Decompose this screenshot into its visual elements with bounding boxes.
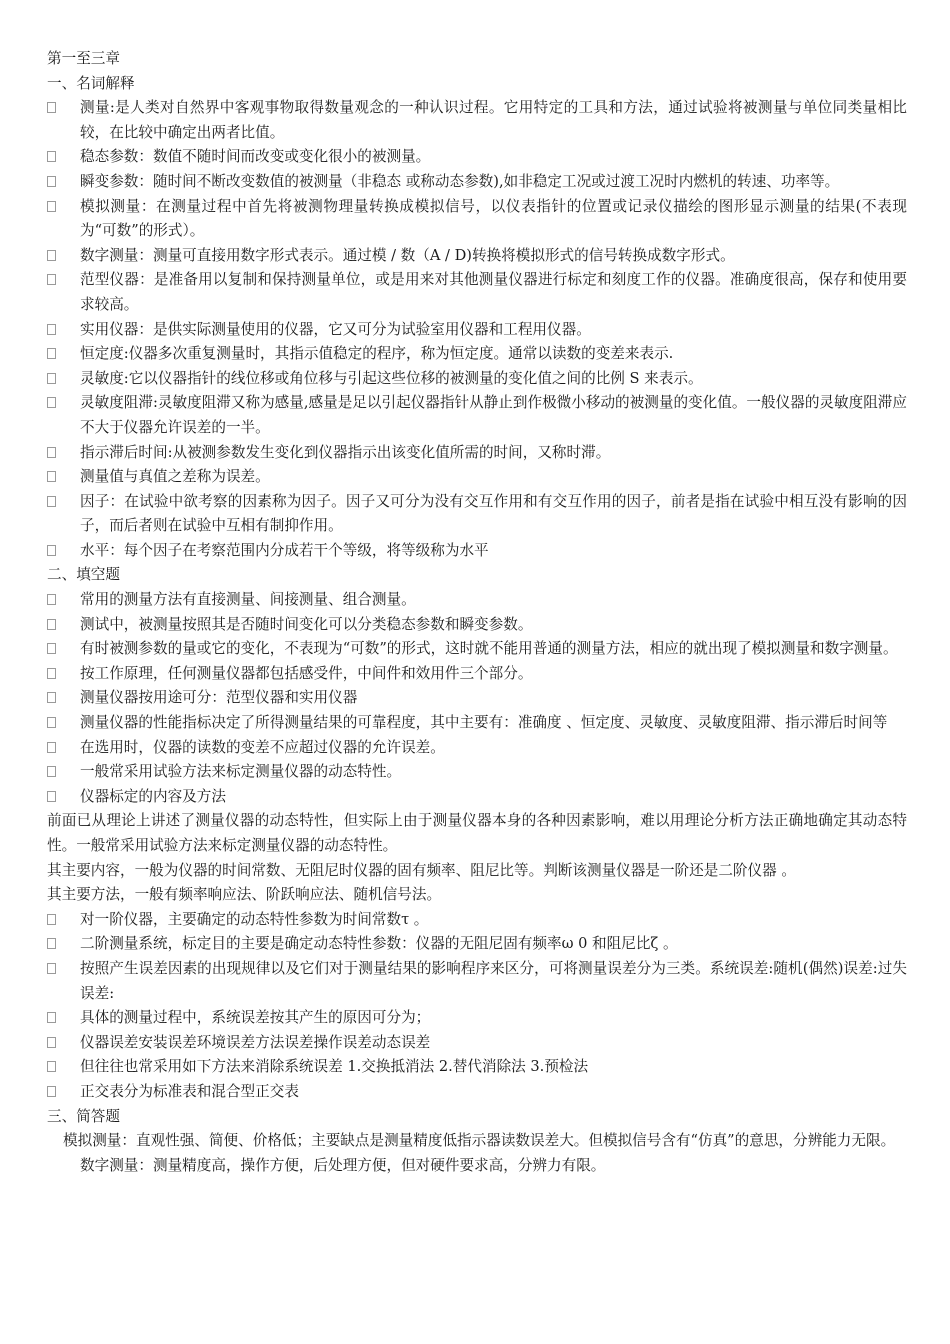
list-item: 仪器误差安装误差环境误差方法误差操作误差动态误差 <box>47 1031 907 1056</box>
terms-list <box>47 96 907 563</box>
checkbox-bullet-icon <box>47 668 56 679</box>
section-heading-fill-blank: 二、填空题 <box>47 566 120 584</box>
checkbox-bullet-icon <box>47 643 56 654</box>
list-item: 测试中，被测量按照其是否随时间变化可以分类稳态参数和瞬变参数。 <box>47 613 907 638</box>
checkbox-bullet-icon <box>47 963 56 974</box>
fill-blank-list-continued <box>47 908 907 1105</box>
list-item: 实用仪器：是供实际测量使用的仪器，它又可分为试验室用仪器和工程用仪器。 <box>47 318 907 343</box>
checkbox-bullet-icon <box>47 397 56 408</box>
checkbox-bullet-icon <box>47 766 56 777</box>
paragraph: 前面已从理论上讲述了测量仪器的动态特性，但实际上由于测量仪器本身的各种因素影响，难以用理论分析方法正确地确定其动态特性。一般常采用试验方法来标定测量仪器的动态特性。 <box>47 812 907 854</box>
checkbox-bullet-icon <box>47 1012 56 1023</box>
list-item: 测量仪器的性能指标决定了所得测量结果的可靠程度，其中主要有：准确度 、恒定度、灵敏度、灵敏度阻滞、指示滞后时间等 <box>47 711 907 736</box>
section-heading-short-answer: 三、简答题 <box>47 1107 120 1125</box>
list-item: 模拟测量：在测量过程中首先将被测物理量转换成模拟信号，以仪表指针的位置或记录仪描绘的图形显示测量的结果(不表现为“可数”的形式）。 <box>47 195 907 244</box>
checkbox-bullet-icon <box>47 791 56 802</box>
list-item: 因子：在试验中欲考察的因素称为因子。因子又可分为没有交互作用和有交互作用的因子，前者是指在试验中相互没有影响的因子，而后者则在试验中互相有制抑作用。 <box>47 490 907 539</box>
checkbox-bullet-icon <box>47 496 56 507</box>
paragraph: 数字测量：测量精度高，操作方便，后处理方便，但对硬件要求高，分辨力有限。 <box>80 1156 606 1174</box>
list-item: 有时被测参数的量或它的变化，不表现为“可数”的形式，这时就不能用普通的测量方法，相应的就出现了模拟测量和数字测量。 <box>47 637 907 662</box>
checkbox-bullet-icon <box>47 742 56 753</box>
list-item: 正交表分为标准表和混合型正交表 <box>47 1080 907 1105</box>
checkbox-bullet-icon <box>47 717 56 728</box>
list-item: 按工作原理，任何测量仪器都包括感受件，中间件和效用件三个部分。 <box>47 662 907 687</box>
list-item: 测量仪器按用途可分：范型仪器和实用仪器 <box>47 686 907 711</box>
paragraph: 其主要内容，一般为仪器的时间常数、无阻尼时仪器的固有频率、阻尼比等。判断该测量仪器是一阶还是二阶仪器 。 <box>47 861 796 879</box>
checkbox-bullet-icon <box>47 447 56 458</box>
list-item: 具体的测量过程中，系统误差按其产生的原因可分为； <box>47 1006 907 1031</box>
checkbox-bullet-icon <box>47 938 56 949</box>
checkbox-bullet-icon <box>47 914 56 925</box>
checkbox-bullet-icon <box>47 201 56 212</box>
checkbox-bullet-icon <box>47 471 56 482</box>
list-item: 测量:是人类对自然界中客观事物取得数量观念的一种认识过程。它用特定的工具和方法，通过试验将被测量与单位同类量相比较，在比较中确定出两者比值。 <box>47 96 907 145</box>
list-item: 指示滞后时间:从被测参数发生变化到仪器指示出该变化值所需的时间，又称时滞。 <box>47 441 907 466</box>
list-item: 按照产生误差因素的出现规律以及它们对于测量结果的影响程序来区分，可将测量误差分为三类。系统误差:随机(偶然)误差:过失误差: <box>47 957 907 1006</box>
short-answer-paragraphs <box>47 1129 907 1178</box>
checkbox-bullet-icon <box>47 1061 56 1072</box>
checkbox-bullet-icon <box>47 176 56 187</box>
list-item: 但往往也常采用如下方法来消除系统误差 1.交换抵消法 2.替代消除法 3.预检法 <box>47 1055 907 1080</box>
list-item: 恒定度:仪器多次重复测量时，其指示值稳定的程序，称为恒定度。通常以读数的变差来表示. <box>47 342 907 367</box>
list-item: 测量值与真值之差称为误差。 <box>47 465 907 490</box>
list-item: 对一阶仪器，主要确定的动态特性参数为时间常数τ 。 <box>47 908 907 933</box>
fill-blank-list <box>47 588 907 809</box>
document-page <box>47 47 907 1178</box>
checkbox-bullet-icon <box>47 1086 56 1097</box>
chapter-title: 第一至三章 <box>47 50 120 67</box>
list-item: 数字测量：测量可直接用数字形式表示。通过模 / 数（A / D)转换将模拟形式的信号转换成数字形式。 <box>47 244 907 269</box>
checkbox-bullet-icon <box>47 594 56 605</box>
checkbox-bullet-icon <box>47 274 56 285</box>
checkbox-bullet-icon <box>47 619 56 630</box>
checkbox-bullet-icon <box>47 151 56 162</box>
checkbox-bullet-icon <box>47 324 56 335</box>
list-item: 二阶测量系统，标定目的主要是确定动态特性参数：仪器的无阻尼固有频率ω 0 和阻尼比ζ 。 <box>47 932 907 957</box>
list-item: 灵敏度:它以仪器指针的线位移或角位移与引起这些位移的被测量的变化值之间的比例 S 来表示。 <box>47 367 907 392</box>
checkbox-bullet-icon <box>47 692 56 703</box>
section-heading-terms: 一、名词解释 <box>47 74 135 92</box>
checkbox-bullet-icon <box>47 250 56 261</box>
list-item: 仪器标定的内容及方法 <box>47 785 907 810</box>
list-item: 一般常采用试验方法来标定测量仪器的动态特性。 <box>47 760 907 785</box>
list-item: 范型仪器：是准备用以复制和保持测量单位，或是用来对其他测量仪器进行标定和刻度工作的仪器。准确度很高，保存和使用要求较高。 <box>47 268 907 317</box>
list-item: 在选用时，仪器的读数的变差不应超过仪器的允许误差。 <box>47 736 907 761</box>
list-item: 稳态参数：数值不随时间而改变或变化很小的被测量。 <box>47 145 907 170</box>
list-item: 常用的测量方法有直接测量、间接测量、组合测量。 <box>47 588 907 613</box>
checkbox-bullet-icon <box>47 348 56 359</box>
paragraph: 其主要方法，一般有频率响应法、阶跃响应法、随机信号法。 <box>47 886 442 904</box>
paragraph: 模拟测量：直观性强、简便、价格低；主要缺点是测量精度低指示器读数误差大。但模拟信号含有“仿真”的意思，分辨能力无限。 <box>63 1132 896 1150</box>
list-item: 瞬变参数：随时间不断改变数值的被测量（非稳态 或称动态参数),如非稳定工况或过渡工况时内燃机的转速、功率等。 <box>47 170 907 195</box>
list-item: 灵敏度阻滞:灵敏度阻滞又称为感量,感量是足以引起仪器指针从静止到作极微小移动的被测量的变化值。一般仪器的灵敏度阻滞应不大于仪器允许误差的一半。 <box>47 391 907 440</box>
checkbox-bullet-icon <box>47 545 56 556</box>
checkbox-bullet-icon <box>47 1037 56 1048</box>
checkbox-bullet-icon <box>47 102 56 113</box>
checkbox-bullet-icon <box>47 373 56 384</box>
calibration-paragraphs <box>47 809 907 907</box>
list-item: 水平：每个因子在考察范围内分成若干个等级，将等级称为水平 <box>47 539 907 564</box>
